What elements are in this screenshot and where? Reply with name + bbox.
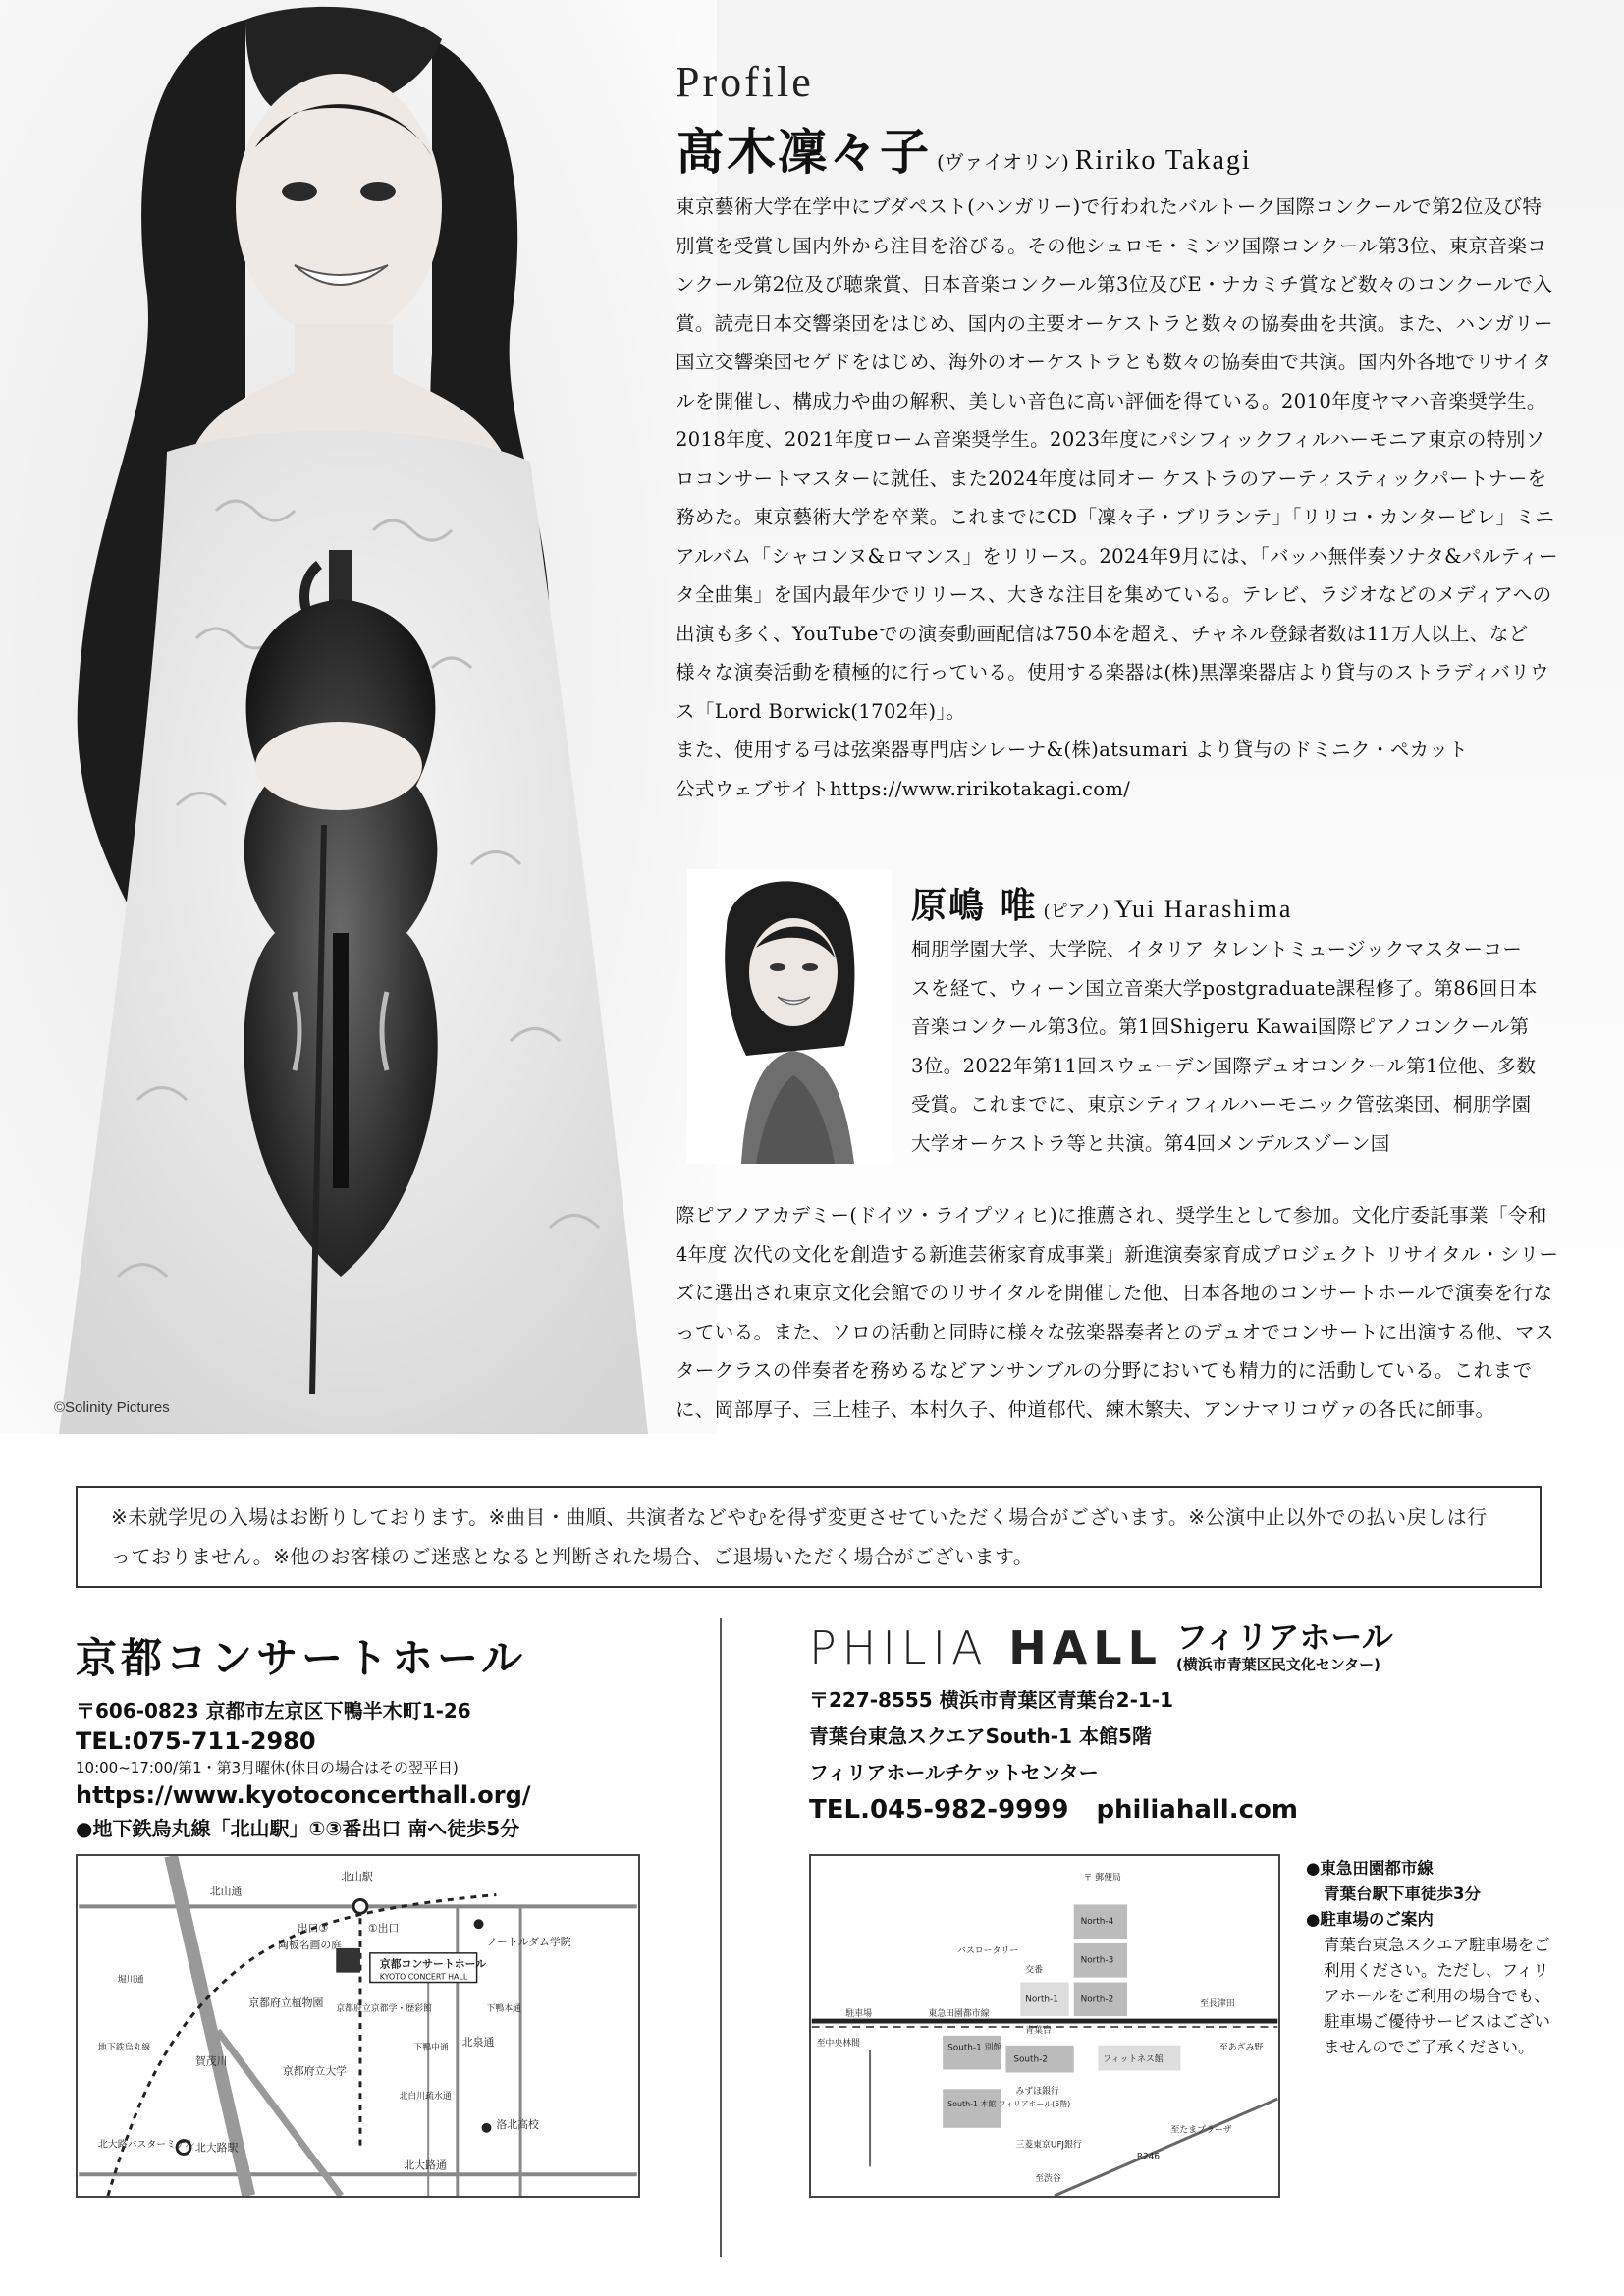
map-kitaoji-dori: 北大路通 xyxy=(404,2159,447,2172)
kyoto-tel: TEL:075-711-2980 xyxy=(76,1727,316,1755)
photo-credit: ©Solinity Pictures xyxy=(54,1399,170,1416)
note-parking-body: 青葉台東急スクエア駐車場をご利用ください。ただし、フィリアホールをご利用の場合でも、駐車場ご優待サービスはございませんのでご了承ください。 xyxy=(1324,1936,1550,2056)
map-r246: R246 xyxy=(1136,2152,1161,2162)
map-kitashirakawa: 北白川疏水通 xyxy=(399,2092,452,2103)
map-tokyu-line: 東急田園都市線 xyxy=(928,2009,990,2020)
pianist-name-line xyxy=(911,878,1540,928)
map-shimogamo-hondori: 下鴨本通 xyxy=(486,2004,521,2015)
violinist-photo xyxy=(0,0,717,1434)
map-kyoto-pref-univ: 京都府立大学 xyxy=(282,2064,348,2078)
map-exit1: ①出口 xyxy=(367,1922,400,1936)
philia-contact xyxy=(809,1795,1555,1825)
philia-name-sub: (横浜市青葉区民文化センター) xyxy=(1175,1656,1381,1673)
map-prefectural-library: 京都府立京都学・歴彩館 xyxy=(336,2004,432,2015)
map-fitness: フィットネス館 xyxy=(1103,2054,1164,2065)
notice-box: ※未就学児の入場はお断りしております。※曲目・曲順、共演者などやむを得ず変更させていただく場合がございます。※公演中止以外での払い戻しは行っておりません。※他のお客様のご迷惑となると判断された場合、ご退場いただく場合がございます。 xyxy=(76,1486,1542,1588)
pianist-photo xyxy=(687,869,892,1164)
map-kitaoji-station: 北大路駅 xyxy=(194,2141,239,2155)
map-hall-en: KYOTO CONCERT HALL xyxy=(379,1972,468,1982)
map-north2: North-2 xyxy=(1080,1995,1114,2005)
kyoto-access: ●地下鉄烏丸線「北山駅」①③番出口 南へ徒歩5分 xyxy=(76,1817,520,1840)
philia-map xyxy=(809,1854,1280,2198)
philia-name-jp: フィリアホール xyxy=(1175,1618,1393,1656)
map-mizuho: みずほ銀行 xyxy=(1015,2087,1059,2098)
map-to-tamaplaza: 至たまプラーザ xyxy=(1170,2125,1232,2136)
philia-ticket-center: フィリアホールチケットセンター xyxy=(809,1761,1099,1784)
philia-logo-bold: HALL xyxy=(1008,1621,1163,1674)
map-notre-dame: ノートルダム学院 xyxy=(486,1935,571,1948)
map-kawabata: 北泉通 xyxy=(461,2035,495,2049)
map-south1-annex: South-1 別館 xyxy=(947,2043,1002,2053)
philia-address1: 〒227-8555 横浜市青葉区青葉台2-1-1 xyxy=(809,1688,1174,1712)
philia-venue-info xyxy=(809,1620,1555,1825)
map-to-chuo-rinkan: 至中央林間 xyxy=(816,2038,861,2049)
map-shimogamo-nakadori: 下鴨中通 xyxy=(413,2043,449,2053)
map-kitayama-station: 北山駅 xyxy=(341,1870,373,1884)
map-aobadai: 青葉台 xyxy=(1025,2025,1052,2036)
note-train-title: ●東急田園都市線 xyxy=(1306,1859,1434,1878)
map-south2: South-2 xyxy=(1013,2054,1049,2065)
map-horikawa: 堀川通 xyxy=(117,1975,144,1986)
map-north4: North-4 xyxy=(1080,1917,1114,1928)
map-bus-rotary: バスロータリー xyxy=(957,1945,1019,1956)
pianist-name-en: Yui Harashima xyxy=(1114,895,1293,923)
kyoto-map xyxy=(76,1854,640,2198)
violinist-instrument: (ヴァイオリン) xyxy=(937,150,1069,174)
map-post-office: 〒 郵便局 xyxy=(1083,1873,1121,1884)
philia-notes xyxy=(1306,1856,1561,2060)
pianist-name-jp: 原嶋 唯 xyxy=(911,885,1038,926)
map-north1: North-1 xyxy=(1025,1995,1058,2005)
violinist-bio: 東京藝術大学在学中にブダペスト(ハンガリー)で行われたバルトーク国際コンクールで第2位及び特別賞を受賞し国内外から注目を浴びる。その他シュロモ・ミンツ国際コンクール第3位、東京音楽コンクール第2位及び聴衆賞、日本音楽コンクール第3位及びE・ナカミチ賞など数々のコンクールで入賞。読売日本交響楽団をはじめ、国内の主要オーケストラと数々の協奏曲を共演。また、ハンガリー国立交響楽団セゲドをはじめ、海外のオーケストラとも数々の協奏曲で共演。国内外各地でリサイタルを開催し、構成力や曲の解釈、美しい音色に高い評価を得ている。2010年度ヤマハ音楽奨学生。2018年度、2021年度ローム音楽奨学生。2023年度にパシフィックフィルハーモニア東京の特別ソロコンサートマスターに就任、また2024年度は同オー ケストラのアーティスティックパートナーを務めた。東京藝術大学を卒業。これまでにCD「凜々子・ブリランテ」「リリコ・カンタービレ」ミニアルバム「シャコンヌ&ロマンス」をリリース。2024年9月には、「バッハ無伴奏ソナタ&パルティータ全曲集」を国内最年少でリリース、大きな注目を集めている。テレビ、ラジオなどのメディアへの出演も多く、YouTubeでの演奏動画配信は750本を超え、チャネル登録者数は11万人以上、など様々な演奏活動を積極的に行っている。使用する楽器は(株)黒澤楽器店より貸与のストラディバリウス「Lord Borwick(1702年)」。 xyxy=(676,195,1558,723)
map-karasuma-line: 地下鉄烏丸線 xyxy=(98,2043,151,2053)
map-mufg: 三菱東京UFJ銀行 xyxy=(1015,2140,1082,2151)
map-rakuhoku: 洛北高校 xyxy=(496,2117,539,2131)
note-parking-title: ●駐車場のご案内 xyxy=(1306,1910,1434,1929)
map-to-azamino: 至あざみ野 xyxy=(1218,2043,1264,2053)
map-to-shibuya: 至渋谷 xyxy=(1035,2174,1061,2185)
map-to-nagatsuta: 至長津田 xyxy=(1200,1999,1235,2010)
map-kitayama-dori: 北山通 xyxy=(209,1885,243,1898)
map-south1-main: South-1 本館 フィリアホール(5階) xyxy=(947,2100,1071,2109)
pianist-instrument: (ピアノ) xyxy=(1043,902,1110,922)
pianist-bio-bottom: 際ピアノアカデミー(ドイツ・ライプツィヒ)に推薦され、奨学生として参加。文化庁委託事業「令和4年度 次代の文化を創造する新進芸術家育成事業」新進演奏家育成プロジェクト リサイタル・シリーズに選出され東京文化会館でのリサイタルを開催した他、日本各地のコンサートホールで演奏を行なっている。また、ソロの活動と同時に様々な弦楽器奏者とのデュオでコンサートに出演する他、マスタークラスの伴奏者を務めるなどアンサンブルの分野においても精力的に活動している。これまでに、岡部厚子、三上桂子、本村久子、仲道郁代、練木繁夫、アンナマリコヴァの各氏に師事。 xyxy=(676,1204,1559,1421)
violinist-name-en: Ririko Takagi xyxy=(1074,145,1252,176)
map-north3: North-3 xyxy=(1080,1955,1114,1966)
philia-address2: 青葉台東急スクエアSouth-1 本館5階 xyxy=(809,1724,1152,1748)
philia-tel: TEL.045-982-9999 xyxy=(809,1795,1069,1825)
venue-divider xyxy=(720,1618,722,2257)
map-ceramic-garden: 陶板名画の庭 xyxy=(277,1938,343,1951)
kyoto-venue-title: 京都コンサートホール xyxy=(76,1634,527,1682)
note-train-body: 青葉台駅下車徒歩3分 xyxy=(1324,1885,1481,1903)
kyoto-venue-info xyxy=(76,1626,704,1841)
violinist-name-jp: 髙木凜々子 xyxy=(676,123,931,181)
violinist-bow-note: また、使用する弓は弦楽器専門店シレーナ&(株)atsumari より貸与のドミニク・ペカット xyxy=(676,738,1469,761)
philia-header xyxy=(809,1620,1555,1674)
philia-web[interactable]: philiahall.com xyxy=(1096,1795,1298,1825)
profile-heading: Profile xyxy=(676,58,814,106)
pianist-bio-top: 桐朋学園大学、大学院、イタリア タレントミュージックマスターコースを経て、ウィーン国立音楽大学postgraduate課程修了。第86回日本音楽コンクール第3位。第1回Shigeru Kawai国際ピアノコンクール第3位。2022年第11回スウェーデン国際デュオコンクール第1位他、多数受賞。これまでに、東京シティフィルハーモニック管弦楽団、桐朋学園大学オーケストラ等と共演。第4回メンデルスゾーン国 xyxy=(911,938,1538,1155)
map-parking: 駐車場 xyxy=(845,2009,872,2020)
philia-logo xyxy=(809,1621,1163,1674)
violinist-name-line xyxy=(676,113,1559,184)
map-kitaoji-bus: 北大路バスターミナル xyxy=(98,2139,195,2151)
map-botanical-garden: 京都府立植物園 xyxy=(248,1996,324,2010)
pianist-profile xyxy=(911,872,1540,1163)
map-exit3: 出口③ xyxy=(297,1922,329,1936)
violinist-profile xyxy=(676,57,1559,808)
map-kamo-river: 賀茂川 xyxy=(194,2054,228,2068)
map-hall-jp: 京都コンサートホール xyxy=(379,1957,487,1971)
violinist-website[interactable]: 公式ウェブサイトhttps://www.ririkotakagi.com/ xyxy=(676,777,1131,800)
kyoto-url[interactable]: https://www.kyotoconcerthall.org/ xyxy=(76,1781,531,1809)
kyoto-address: 〒606-0823 京都市左京区下鴨半木町1-26 xyxy=(76,1699,471,1722)
kyoto-hours: 10:00~17:00/第1・第3月曜休(休日の場合はその翌平日) xyxy=(76,1759,459,1777)
philia-jp-block xyxy=(1176,1620,1393,1674)
map-koban: 交番 xyxy=(1025,1965,1043,1976)
philia-logo-light: PHILIA xyxy=(809,1621,989,1674)
